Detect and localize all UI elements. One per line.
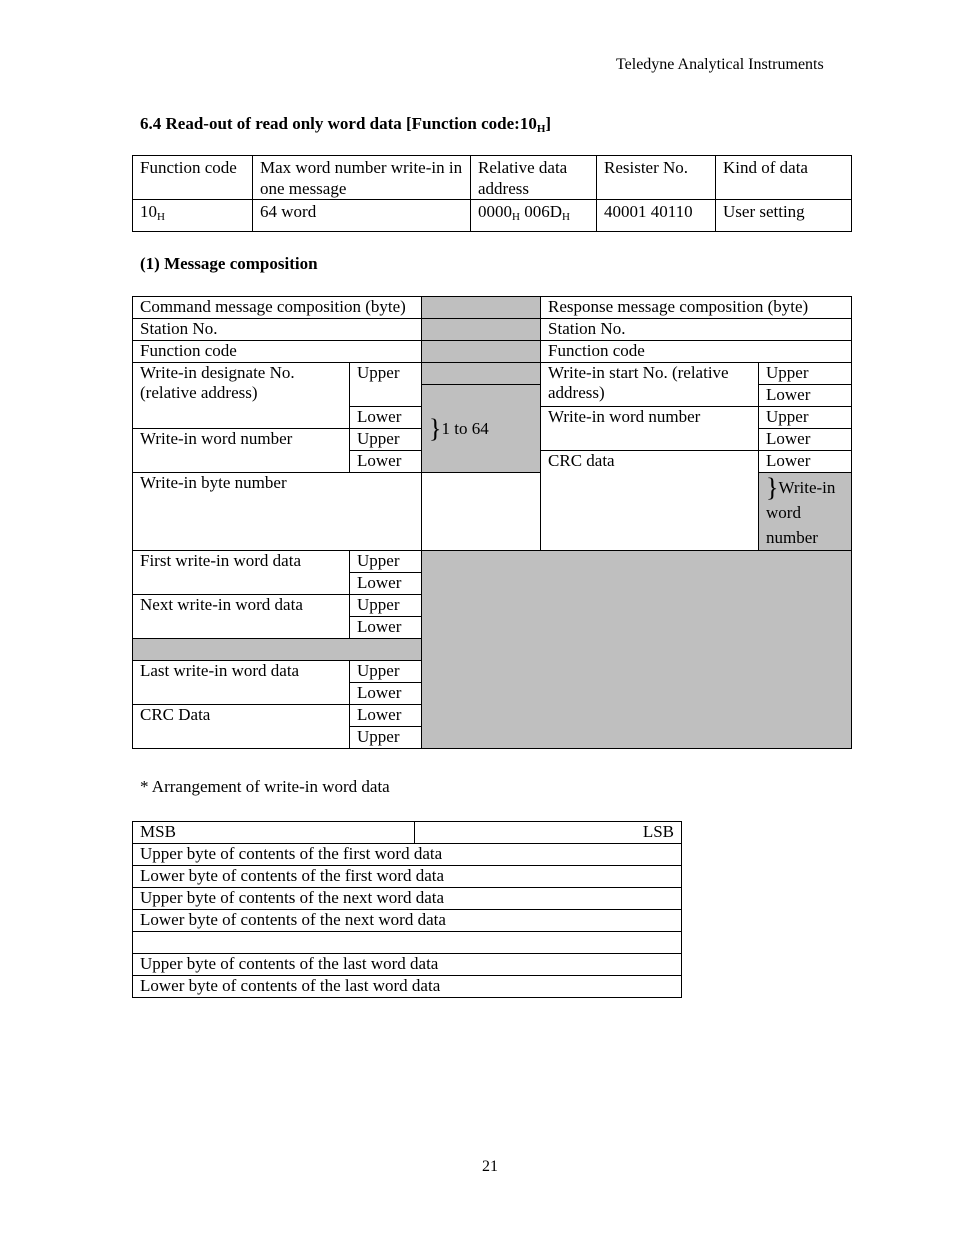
running-header: Teledyne Analytical Instruments <box>616 56 824 73</box>
page-number: 21 <box>482 1158 498 1175</box>
section-title <box>140 114 551 134</box>
cmd-crc-lower: Lower <box>350 705 422 727</box>
header-register-no: Resister No. <box>597 156 716 200</box>
resp-word-number-lower: Lower <box>759 429 852 451</box>
arrangement-row-empty <box>133 932 682 954</box>
cell-relative-address: $0000_H$ $006D_H$ <box>471 200 597 232</box>
cmd-crc-data: CRC Data <box>133 705 350 749</box>
cmd-designate-upper: Upper <box>350 363 422 407</box>
cmd-word-number-lower: Lower <box>350 451 422 473</box>
resp-word-number-upper: Upper <box>759 407 852 429</box>
cmd-write-in-designate: Write-in designate No. (relative address) <box>133 363 350 429</box>
center-shade <box>422 297 541 319</box>
subsection-title: (1) Message composition <box>140 254 318 273</box>
cmd-station-no: Station No. <box>133 319 422 341</box>
cmd-last-lower: Lower <box>350 683 422 705</box>
arrangement-row: Upper byte of contents of the last word data <box>133 954 682 976</box>
function-summary-table <box>132 155 852 232</box>
cmd-write-in-byte-number: Write-in byte number <box>133 473 422 551</box>
arrangement-table <box>132 821 682 998</box>
cell-function-code: $10_H$ <box>133 200 253 232</box>
resp-crc-lower: Lower <box>759 451 852 473</box>
message-composition-table <box>132 296 852 749</box>
cmd-first-lower: Lower <box>350 573 422 595</box>
cell-register-no: 40001 40110 <box>597 200 716 232</box>
cmd-first-word: First write-in word data <box>133 551 350 595</box>
header-max-word-number: Max word number write-in in one message <box>253 156 471 200</box>
resp-function-code: Function code <box>541 341 852 363</box>
brace-words-label: Write-in word number <box>766 478 836 547</box>
arrangement-row: Upper byte of contents of the next word data <box>133 888 682 910</box>
cell-kind-of-data: User setting <box>716 200 852 232</box>
resp-write-in-start: Write-in start No. (relative address) <box>541 363 759 407</box>
cell-max-words: 64 word <box>253 200 471 232</box>
resp-header: Response message composition (byte) <box>541 297 852 319</box>
resp-start-lower: Lower <box>759 385 852 407</box>
cmd-word-number-upper: Upper <box>350 429 422 451</box>
cmd-last-word: Last write-in word data <box>133 661 350 705</box>
brace-range-label: 1 to 64 <box>441 418 489 438</box>
section-title-subscript: H <box>536 123 546 135</box>
header-relative-address: Relative data address <box>471 156 597 200</box>
cmd-gap-row <box>133 639 422 661</box>
brace-icon: } <box>766 473 779 502</box>
section-title-text: 6.4 Read-out of read only word data [Function code:10 <box>140 114 537 133</box>
cmd-next-word: Next write-in word data <box>133 595 350 639</box>
resp-station-no: Station No. <box>541 319 852 341</box>
brace-words-cell <box>759 473 852 551</box>
msb-label: MSB <box>133 822 415 844</box>
cmd-last-upper: Upper <box>350 661 422 683</box>
arrangement-row: Lower byte of contents of the next word data <box>133 910 682 932</box>
arrangement-note: * Arrangement of write-in word data <box>140 777 390 796</box>
header-kind-of-data: Kind of data <box>716 156 852 200</box>
brace-range-cell <box>422 385 541 473</box>
cmd-crc-upper: Upper <box>350 727 422 749</box>
arrangement-row: Lower byte of contents of the last word data <box>133 976 682 998</box>
cmd-function-code: Function code <box>133 341 422 363</box>
cmd-first-upper: Upper <box>350 551 422 573</box>
resp-write-in-word-number: Write-in word number <box>541 407 759 451</box>
resp-crc-data: CRC data <box>541 451 759 551</box>
header-function-code: Function code <box>133 156 253 200</box>
center-shade <box>422 341 541 363</box>
cmd-next-lower: Lower <box>350 617 422 639</box>
cmd-designate-lower: Lower <box>350 407 422 429</box>
cmd-next-upper: Upper <box>350 595 422 617</box>
section-title-end: ] <box>545 114 552 133</box>
center-shade <box>422 319 541 341</box>
lsb-label: LSB <box>415 822 682 844</box>
lower-shade <box>422 551 852 749</box>
cmd-header: Command message composition (byte) <box>133 297 422 319</box>
arrangement-row: Upper byte of contents of the first word data <box>133 844 682 866</box>
arrangement-row: Lower byte of contents of the first word data <box>133 866 682 888</box>
brace-icon: } <box>429 413 442 443</box>
cmd-write-in-word-number: Write-in word number <box>133 429 350 473</box>
resp-start-upper: Upper <box>759 363 852 385</box>
center-shade <box>422 363 541 385</box>
